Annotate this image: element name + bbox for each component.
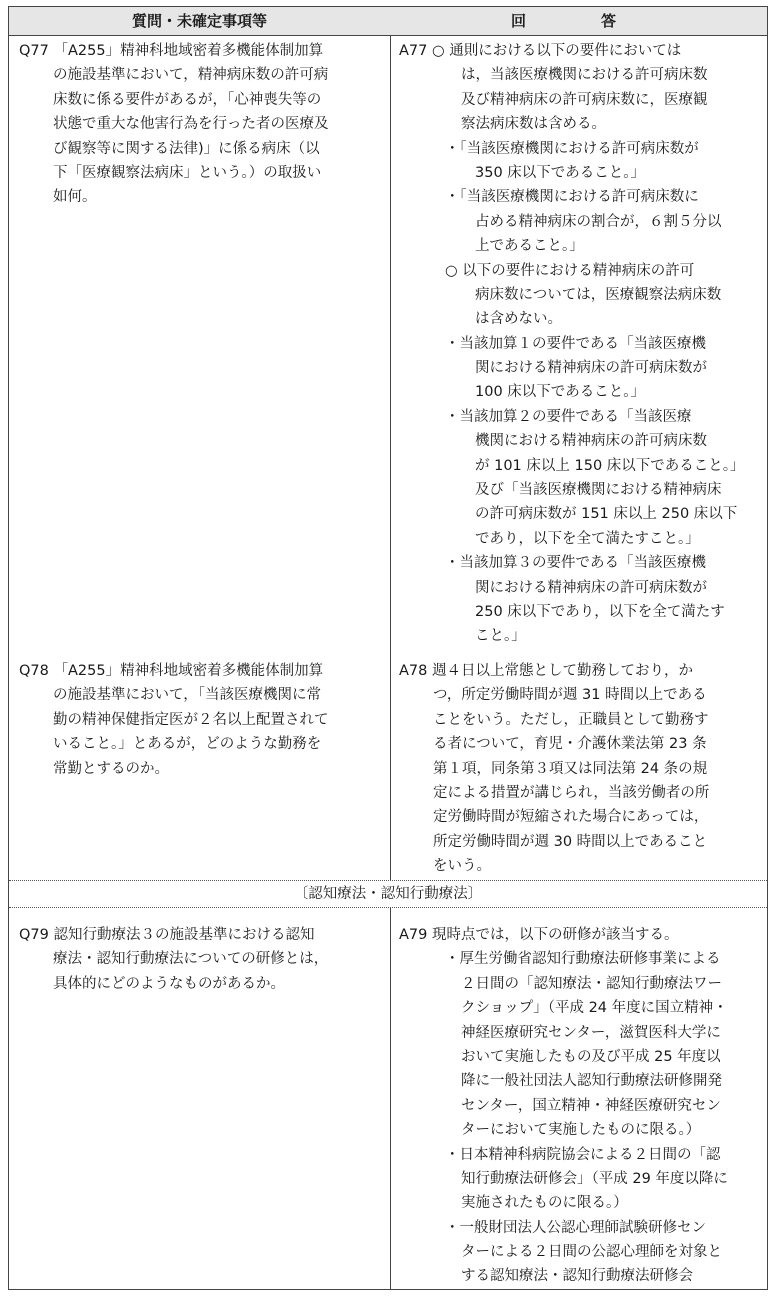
answer-text-line: ターによる２日間の公認心理師を対象と (461, 1244, 722, 1261)
question-text-line: 療法・認知行動療法についての研修とは， (53, 951, 329, 968)
answer-text-line: ○ 以下の要件における精神病床の許可 (445, 262, 695, 279)
answer-text-line: をいう。 (433, 858, 491, 875)
a78-cell (399, 659, 763, 879)
answer-text-line: ・日本精神科病院協会による２日間の「認 (445, 1146, 721, 1163)
question-text-line: 床数に係る要件があるが，「心神喪失等の (53, 91, 322, 108)
answer-text-line: は，当該医療機関における許可病床数 (461, 67, 708, 84)
question-text-line: び観察等に関する法律)」に係る病床（以 (53, 140, 320, 157)
section-title: 〔認知療法・認知行動療法〕 (293, 886, 483, 902)
answer-text-line: 350 床以下であること。」 (475, 164, 646, 181)
answer-text-line: 及び精神病床の許可病床数に，医療観 (461, 91, 708, 108)
answer-text-line: つ，所定労働時間が週 31 時間以上である (433, 687, 707, 704)
answer-text-line: ・当該加算１の要件である「当該医療機 (445, 335, 706, 352)
answer-text-line: する認知療法・認知行動療法研修会 (461, 1268, 693, 1285)
column-divider (390, 35, 391, 880)
question-text-line: 具体的にどのようなものがあるか。 (53, 975, 285, 992)
answer-text-line: ２日間の「認知療法・認知行動療法ワー (461, 975, 722, 992)
qa-table (8, 6, 768, 1290)
q79-cell (19, 923, 381, 996)
answer-text-line: 所定労働時間が週 30 時間以上であること (433, 833, 708, 850)
answer-text-line: こと。」 (475, 628, 526, 645)
answer-text-line: 機関における精神病床の許可病床数 (475, 433, 707, 450)
answer-text-line: 降に一般社団法人認知行動療法研修開発 (461, 1073, 722, 1090)
answer-text-line: 関における精神病床の許可病床数が (475, 579, 707, 596)
question-text-line: いること。」とあるが，どのような勤務を (53, 736, 322, 753)
section-divider (9, 907, 767, 908)
question-text-line: 状態で重大な他害行為を行った者の医療及 (53, 116, 329, 133)
table-header (9, 7, 767, 36)
column-divider (390, 907, 391, 1289)
answer-text-line: が 101 床以上 150 床以下であること。」 (475, 457, 745, 474)
question-text-line: の施設基準において，「当該医療機関に常 (53, 687, 321, 704)
answer-text-line: であり，以下を全て満たすこと。」 (475, 530, 700, 547)
question-text-line: 常勤とするのか。 (53, 760, 169, 777)
answer-text-line: 第１項，同条第３項又は同法第 24 条の規 (433, 760, 708, 777)
answer-text-line: ・一般財団法人公認心理師試験研修セン (445, 1219, 706, 1236)
answer-text-line: 定による措置が講じられ，当該労働者の所 (433, 784, 710, 801)
question-text-line: Q79 認知行動療法３の施設基準における認知 (19, 927, 315, 943)
answer-text-line: A77 ○ 通則における以下の要件においては (399, 43, 682, 59)
answer-text-line: ・「当該医療機関における許可病床数が (445, 140, 699, 157)
q77-cell (19, 39, 381, 210)
answer-text-line: ・厚生労働省認知行動療法研修事業による (445, 951, 721, 968)
answer-text-line: 知行動療法研修会」（平成 29 年度以降に (461, 1170, 728, 1187)
answer-text-line: 神経医療研究センター，滋賀医科大学に (461, 1024, 721, 1041)
answer-text-line: 250 床以下であり，以下を全て満たす (475, 603, 725, 620)
answer-text-line: 及び「当該医療機関における精神病床 (475, 482, 722, 499)
answer-text-line: 病床数については，医療観察法病床数 (475, 286, 722, 303)
a79-cell (399, 923, 763, 1289)
answer-text-line: る者について，育児・介護休業法第 23 条 (433, 736, 707, 753)
header-question-col: 質問・未確定事項等 (131, 12, 267, 30)
answer-text-line: おいて実施したもの及び平成 25 年度以 (461, 1048, 721, 1065)
answer-text-line: 察法病床数は含める。 (461, 116, 606, 133)
header-answer-col: 回 答 (510, 12, 646, 30)
question-text-line: 勤の精神保健指定医が２名以上配置されて (53, 711, 329, 728)
answer-text-line: ・「当該医療機関における許可病床数に (445, 189, 699, 206)
answer-text-line: 上であること。」 (475, 238, 584, 255)
question-text-line: Q78 「A255」精神科地域密着多機能体制加算 (19, 663, 324, 679)
answer-text-line: ターにおいて実施したものに限る。） (461, 1122, 701, 1139)
q78-cell (19, 659, 381, 781)
question-text-line: Q77 「A255」精神科地域密着多機能体制加算 (19, 43, 324, 59)
answer-text-line: 関における精神病床の許可病床数が (475, 360, 707, 377)
a77-cell (399, 39, 763, 649)
answer-text-line: 占める精神病床の割合が，６割５分以 (475, 213, 722, 230)
answer-text-line: A78 週４日以上常態として勤務しており，か (399, 663, 693, 679)
question-text-line: 下「医療観察法病床」という。）の取扱い (53, 164, 322, 181)
answer-text-line: の許可病床数が 151 床以上 250 床以下 (475, 506, 738, 523)
answer-text-line: ・当該加算２の要件である「当該医療 (445, 408, 692, 425)
answer-text-line: クショップ」（平成 24 年度に国立精神・ (461, 1000, 728, 1017)
answer-text-line: ・当該加算３の要件である「当該医療機 (445, 555, 706, 572)
answer-text-line: は含めない。 (475, 311, 562, 328)
answer-text-line: 実施されたものに限る。） (461, 1195, 628, 1212)
section-divider (9, 880, 767, 881)
question-text-line: の施設基準において，精神病床数の許可病 (53, 67, 329, 84)
answer-text-line: ことをいう。ただし，正職員として勤務す (433, 711, 709, 728)
answer-text-line: 定労働時間が短縮された場合にあっては， (433, 809, 709, 826)
answer-text-line: A79 現時点では，以下の研修が該当する。 (399, 927, 679, 943)
question-text-line: 如何。 (53, 189, 97, 206)
answer-text-line: 100 床以下であること。」 (475, 384, 646, 401)
answer-text-line: センター，国立精神・神経医療研究セン (461, 1097, 721, 1114)
